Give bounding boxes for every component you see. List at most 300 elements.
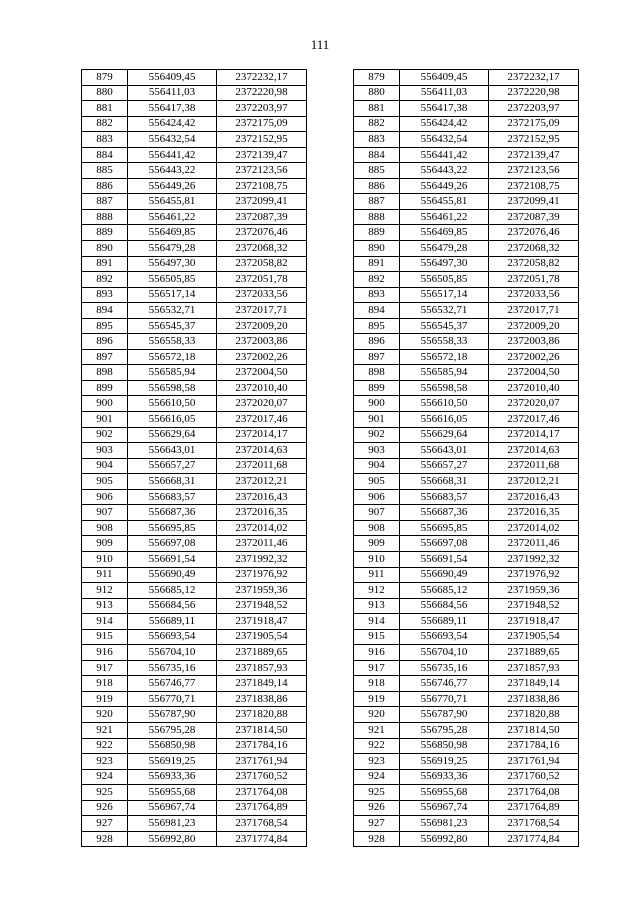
left-x-coordinate-cell: 556689,11: [128, 614, 217, 630]
left-y-coordinate-cell: 2371889,65: [217, 645, 307, 661]
left-y-coordinate-cell: 2371838,86: [217, 691, 307, 707]
right-point-number-cell: 903: [354, 443, 400, 459]
left-x-coordinate-cell: 556967,74: [128, 800, 217, 816]
left-y-coordinate-cell: 2371992,32: [217, 551, 307, 567]
left-x-coordinate-cell: 556532,71: [128, 303, 217, 319]
right-x-coordinate-cell: 556432,54: [400, 132, 489, 148]
right-y-coordinate-cell: 2371774,84: [489, 831, 579, 847]
right-x-coordinate-cell: 556683,57: [400, 489, 489, 505]
left-point-number-cell: 903: [82, 443, 128, 459]
right-x-coordinate-cell: 556585,94: [400, 365, 489, 381]
table-row: [82, 800, 579, 816]
column-gap: [307, 816, 354, 832]
right-y-coordinate-cell: 2372011,68: [489, 458, 579, 474]
left-y-coordinate-cell: 2372016,35: [217, 505, 307, 521]
right-point-number-cell: 896: [354, 334, 400, 350]
left-y-coordinate-cell: 2372068,32: [217, 241, 307, 257]
left-point-number-cell: 884: [82, 147, 128, 163]
table-row: [82, 551, 579, 567]
left-x-coordinate-cell: 556409,45: [128, 70, 217, 86]
left-point-number-cell: 886: [82, 178, 128, 194]
left-point-number-cell: 888: [82, 209, 128, 225]
table-row: [82, 629, 579, 645]
left-point-number-cell: 889: [82, 225, 128, 241]
right-point-number-cell: 904: [354, 458, 400, 474]
column-gap: [307, 551, 354, 567]
right-point-number-cell: 894: [354, 303, 400, 319]
table-row: [82, 209, 579, 225]
left-point-number-cell: 881: [82, 101, 128, 117]
right-x-coordinate-cell: 556668,31: [400, 474, 489, 490]
left-y-coordinate-cell: 2372017,46: [217, 412, 307, 428]
left-y-coordinate-cell: 2371761,94: [217, 754, 307, 770]
column-gap: [307, 209, 354, 225]
column-gap: [307, 443, 354, 459]
table-row: [82, 614, 579, 630]
left-x-coordinate-cell: 556992,80: [128, 831, 217, 847]
left-point-number-cell: 891: [82, 256, 128, 272]
table-row: [82, 785, 579, 801]
right-x-coordinate-cell: 556441,42: [400, 147, 489, 163]
right-x-coordinate-cell: 556746,77: [400, 676, 489, 692]
left-y-coordinate-cell: 2372011,68: [217, 458, 307, 474]
right-y-coordinate-cell: 2371784,16: [489, 738, 579, 754]
left-point-number-cell: 916: [82, 645, 128, 661]
column-gap: [307, 225, 354, 241]
column-gap: [307, 132, 354, 148]
right-y-coordinate-cell: 2371992,32: [489, 551, 579, 567]
left-point-number-cell: 905: [82, 474, 128, 490]
right-y-coordinate-cell: 2372002,26: [489, 349, 579, 365]
right-point-number-cell: 921: [354, 722, 400, 738]
right-x-coordinate-cell: 556461,22: [400, 209, 489, 225]
column-gap: [307, 241, 354, 257]
left-point-number-cell: 890: [82, 241, 128, 257]
right-x-coordinate-cell: 556687,36: [400, 505, 489, 521]
right-x-coordinate-cell: 556417,38: [400, 101, 489, 117]
column-gap: [307, 754, 354, 770]
right-y-coordinate-cell: 2372010,40: [489, 380, 579, 396]
right-point-number-cell: 900: [354, 396, 400, 412]
column-gap: [307, 707, 354, 723]
table-row: [82, 458, 579, 474]
left-point-number-cell: 915: [82, 629, 128, 645]
left-y-coordinate-cell: 2372175,09: [217, 116, 307, 132]
right-x-coordinate-cell: 556770,71: [400, 691, 489, 707]
left-x-coordinate-cell: 556695,85: [128, 520, 217, 536]
right-x-coordinate-cell: 556992,80: [400, 831, 489, 847]
column-gap: [307, 101, 354, 117]
left-point-number-cell: 917: [82, 660, 128, 676]
left-y-coordinate-cell: 2372139,47: [217, 147, 307, 163]
right-y-coordinate-cell: 2372087,39: [489, 209, 579, 225]
right-point-number-cell: 918: [354, 676, 400, 692]
right-y-coordinate-cell: 2372004,50: [489, 365, 579, 381]
left-x-coordinate-cell: 556443,22: [128, 163, 217, 179]
left-point-number-cell: 912: [82, 583, 128, 599]
left-y-coordinate-cell: 2371959,36: [217, 583, 307, 599]
right-x-coordinate-cell: 556657,27: [400, 458, 489, 474]
table-row: [82, 380, 579, 396]
right-point-number-cell: 920: [354, 707, 400, 723]
left-x-coordinate-cell: 556517,14: [128, 287, 217, 303]
right-y-coordinate-cell: 2372152,95: [489, 132, 579, 148]
table-row: [82, 101, 579, 117]
left-point-number-cell: 922: [82, 738, 128, 754]
column-gap: [307, 303, 354, 319]
left-x-coordinate-cell: 556497,30: [128, 256, 217, 272]
column-gap: [307, 785, 354, 801]
table-row: [82, 707, 579, 723]
right-point-number-cell: 906: [354, 489, 400, 505]
left-point-number-cell: 897: [82, 349, 128, 365]
right-x-coordinate-cell: 556735,16: [400, 660, 489, 676]
left-y-coordinate-cell: 2372004,50: [217, 365, 307, 381]
right-point-number-cell: 911: [354, 567, 400, 583]
left-x-coordinate-cell: 556657,27: [128, 458, 217, 474]
table-row: [82, 303, 579, 319]
right-point-number-cell: 886: [354, 178, 400, 194]
right-y-coordinate-cell: 2372009,20: [489, 318, 579, 334]
right-x-coordinate-cell: 556695,85: [400, 520, 489, 536]
left-point-number-cell: 923: [82, 754, 128, 770]
right-point-number-cell: 923: [354, 754, 400, 770]
table-row: [82, 443, 579, 459]
right-y-coordinate-cell: 2371918,47: [489, 614, 579, 630]
right-x-coordinate-cell: 556532,71: [400, 303, 489, 319]
table-row: [82, 583, 579, 599]
table-row: [82, 318, 579, 334]
right-y-coordinate-cell: 2372003,86: [489, 334, 579, 350]
table-row: [82, 349, 579, 365]
left-y-coordinate-cell: 2372087,39: [217, 209, 307, 225]
right-point-number-cell: 884: [354, 147, 400, 163]
left-point-number-cell: 914: [82, 614, 128, 630]
right-point-number-cell: 917: [354, 660, 400, 676]
column-gap: [307, 645, 354, 661]
left-point-number-cell: 899: [82, 380, 128, 396]
column-gap: [307, 800, 354, 816]
right-y-coordinate-cell: 2372014,17: [489, 427, 579, 443]
right-point-number-cell: 892: [354, 272, 400, 288]
column-gap: [307, 178, 354, 194]
right-x-coordinate-cell: 556469,85: [400, 225, 489, 241]
right-x-coordinate-cell: 556697,08: [400, 536, 489, 552]
right-y-coordinate-cell: 2371889,65: [489, 645, 579, 661]
left-y-coordinate-cell: 2372108,75: [217, 178, 307, 194]
page-number: 111: [310, 37, 330, 52]
left-x-coordinate-cell: 556469,85: [128, 225, 217, 241]
table-row: [82, 256, 579, 272]
coordinates-table-body: [82, 70, 579, 847]
table-row: [82, 132, 579, 148]
table-row: [82, 70, 579, 86]
left-y-coordinate-cell: 2372003,86: [217, 334, 307, 350]
column-gap: [307, 272, 354, 288]
left-point-number-cell: 924: [82, 769, 128, 785]
left-x-coordinate-cell: 556693,54: [128, 629, 217, 645]
column-gap: [307, 318, 354, 334]
column-gap: [307, 505, 354, 521]
table-row: [82, 598, 579, 614]
column-gap: [307, 722, 354, 738]
right-y-coordinate-cell: 2371764,89: [489, 800, 579, 816]
right-point-number-cell: 899: [354, 380, 400, 396]
right-y-coordinate-cell: 2371764,08: [489, 785, 579, 801]
left-x-coordinate-cell: 556479,28: [128, 241, 217, 257]
left-x-coordinate-cell: 556770,71: [128, 691, 217, 707]
column-gap: [307, 489, 354, 505]
right-x-coordinate-cell: 556690,49: [400, 567, 489, 583]
right-y-coordinate-cell: 2371760,52: [489, 769, 579, 785]
table-row: [82, 396, 579, 412]
left-x-coordinate-cell: 556691,54: [128, 551, 217, 567]
right-x-coordinate-cell: 556704,10: [400, 645, 489, 661]
left-x-coordinate-cell: 556933,36: [128, 769, 217, 785]
left-point-number-cell: 879: [82, 70, 128, 86]
left-x-coordinate-cell: 556455,81: [128, 194, 217, 210]
left-x-coordinate-cell: 556643,01: [128, 443, 217, 459]
right-y-coordinate-cell: 2371761,94: [489, 754, 579, 770]
right-x-coordinate-cell: 556409,45: [400, 70, 489, 86]
left-y-coordinate-cell: 2371764,89: [217, 800, 307, 816]
table-row: [82, 676, 579, 692]
column-gap: [307, 396, 354, 412]
column-gap: [307, 691, 354, 707]
left-x-coordinate-cell: 556704,10: [128, 645, 217, 661]
left-point-number-cell: 885: [82, 163, 128, 179]
column-gap: [307, 567, 354, 583]
right-point-number-cell: 893: [354, 287, 400, 303]
right-y-coordinate-cell: 2371820,88: [489, 707, 579, 723]
right-point-number-cell: 925: [354, 785, 400, 801]
right-point-number-cell: 905: [354, 474, 400, 490]
right-x-coordinate-cell: 556610,50: [400, 396, 489, 412]
left-x-coordinate-cell: 556690,49: [128, 567, 217, 583]
right-point-number-cell: 907: [354, 505, 400, 521]
right-y-coordinate-cell: 2372017,46: [489, 412, 579, 428]
left-y-coordinate-cell: 2371948,52: [217, 598, 307, 614]
left-y-coordinate-cell: 2371760,52: [217, 769, 307, 785]
left-point-number-cell: 901: [82, 412, 128, 428]
table-row: [82, 241, 579, 257]
left-point-number-cell: 893: [82, 287, 128, 303]
left-x-coordinate-cell: 556598,58: [128, 380, 217, 396]
right-x-coordinate-cell: 556684,56: [400, 598, 489, 614]
right-y-coordinate-cell: 2372232,17: [489, 70, 579, 86]
column-gap: [307, 147, 354, 163]
right-x-coordinate-cell: 556545,37: [400, 318, 489, 334]
column-gap: [307, 70, 354, 86]
left-x-coordinate-cell: 556787,90: [128, 707, 217, 723]
left-x-coordinate-cell: 556545,37: [128, 318, 217, 334]
table-row: [82, 116, 579, 132]
left-x-coordinate-cell: 556449,26: [128, 178, 217, 194]
left-point-number-cell: 898: [82, 365, 128, 381]
right-x-coordinate-cell: 556424,42: [400, 116, 489, 132]
table-row: [82, 412, 579, 428]
column-gap: [307, 412, 354, 428]
left-x-coordinate-cell: 556981,23: [128, 816, 217, 832]
right-x-coordinate-cell: 556455,81: [400, 194, 489, 210]
right-x-coordinate-cell: 556616,05: [400, 412, 489, 428]
left-x-coordinate-cell: 556955,68: [128, 785, 217, 801]
column-gap: [307, 738, 354, 754]
right-y-coordinate-cell: 2371768,54: [489, 816, 579, 832]
left-y-coordinate-cell: 2372002,26: [217, 349, 307, 365]
left-x-coordinate-cell: 556795,28: [128, 722, 217, 738]
left-point-number-cell: 921: [82, 722, 128, 738]
right-point-number-cell: 910: [354, 551, 400, 567]
right-x-coordinate-cell: 556933,36: [400, 769, 489, 785]
right-y-coordinate-cell: 2372011,46: [489, 536, 579, 552]
left-point-number-cell: 883: [82, 132, 128, 148]
left-point-number-cell: 902: [82, 427, 128, 443]
table-row: [82, 287, 579, 303]
left-point-number-cell: 911: [82, 567, 128, 583]
right-point-number-cell: 890: [354, 241, 400, 257]
left-x-coordinate-cell: 556417,38: [128, 101, 217, 117]
right-x-coordinate-cell: 556598,58: [400, 380, 489, 396]
right-y-coordinate-cell: 2372108,75: [489, 178, 579, 194]
right-point-number-cell: 879: [354, 70, 400, 86]
right-x-coordinate-cell: 556449,26: [400, 178, 489, 194]
table-row: [82, 691, 579, 707]
right-y-coordinate-cell: 2372203,97: [489, 101, 579, 117]
right-point-number-cell: 919: [354, 691, 400, 707]
left-y-coordinate-cell: 2371768,54: [217, 816, 307, 832]
left-x-coordinate-cell: 556610,50: [128, 396, 217, 412]
right-point-number-cell: 885: [354, 163, 400, 179]
right-point-number-cell: 895: [354, 318, 400, 334]
left-y-coordinate-cell: 2372099,41: [217, 194, 307, 210]
left-point-number-cell: 927: [82, 816, 128, 832]
left-x-coordinate-cell: 556461,22: [128, 209, 217, 225]
table-row: [82, 754, 579, 770]
left-point-number-cell: 909: [82, 536, 128, 552]
right-x-coordinate-cell: 556981,23: [400, 816, 489, 832]
left-y-coordinate-cell: 2372016,43: [217, 489, 307, 505]
right-x-coordinate-cell: 556629,64: [400, 427, 489, 443]
left-x-coordinate-cell: 556424,42: [128, 116, 217, 132]
left-point-number-cell: 904: [82, 458, 128, 474]
left-y-coordinate-cell: 2371849,14: [217, 676, 307, 692]
table-row: [82, 365, 579, 381]
right-y-coordinate-cell: 2372076,46: [489, 225, 579, 241]
column-gap: [307, 614, 354, 630]
column-gap: [307, 629, 354, 645]
table-row: [82, 163, 579, 179]
left-x-coordinate-cell: 556683,57: [128, 489, 217, 505]
left-y-coordinate-cell: 2371976,92: [217, 567, 307, 583]
left-point-number-cell: 926: [82, 800, 128, 816]
right-point-number-cell: 901: [354, 412, 400, 428]
table-row: [82, 536, 579, 552]
table-row: [82, 660, 579, 676]
table-row: [82, 831, 579, 847]
right-y-coordinate-cell: 2372175,09: [489, 116, 579, 132]
left-x-coordinate-cell: 556668,31: [128, 474, 217, 490]
table-row: [82, 816, 579, 832]
table-row: [82, 178, 579, 194]
left-x-coordinate-cell: 556585,94: [128, 365, 217, 381]
left-x-coordinate-cell: 556558,33: [128, 334, 217, 350]
table-row: [82, 505, 579, 521]
right-y-coordinate-cell: 2372051,78: [489, 272, 579, 288]
left-point-number-cell: 919: [82, 691, 128, 707]
column-gap: [307, 85, 354, 101]
right-point-number-cell: 891: [354, 256, 400, 272]
left-point-number-cell: 920: [82, 707, 128, 723]
right-y-coordinate-cell: 2372012,21: [489, 474, 579, 490]
left-y-coordinate-cell: 2372123,56: [217, 163, 307, 179]
right-x-coordinate-cell: 556919,25: [400, 754, 489, 770]
left-x-coordinate-cell: 556735,16: [128, 660, 217, 676]
left-x-coordinate-cell: 556687,36: [128, 505, 217, 521]
right-y-coordinate-cell: 2372099,41: [489, 194, 579, 210]
right-point-number-cell: 915: [354, 629, 400, 645]
right-x-coordinate-cell: 556517,14: [400, 287, 489, 303]
right-point-number-cell: 897: [354, 349, 400, 365]
left-y-coordinate-cell: 2372020,07: [217, 396, 307, 412]
left-x-coordinate-cell: 556919,25: [128, 754, 217, 770]
left-x-coordinate-cell: 556411,03: [128, 85, 217, 101]
right-point-number-cell: 924: [354, 769, 400, 785]
left-x-coordinate-cell: 556697,08: [128, 536, 217, 552]
right-x-coordinate-cell: 556967,74: [400, 800, 489, 816]
right-x-coordinate-cell: 556643,01: [400, 443, 489, 459]
right-y-coordinate-cell: 2371959,36: [489, 583, 579, 599]
table-row: [82, 645, 579, 661]
right-point-number-cell: 888: [354, 209, 400, 225]
left-point-number-cell: 907: [82, 505, 128, 521]
table-row: [82, 85, 579, 101]
table-row: [82, 225, 579, 241]
right-y-coordinate-cell: 2371838,86: [489, 691, 579, 707]
left-y-coordinate-cell: 2372017,71: [217, 303, 307, 319]
coordinates-table: [81, 69, 579, 847]
table-row: [82, 334, 579, 350]
right-x-coordinate-cell: 556691,54: [400, 551, 489, 567]
column-gap: [307, 380, 354, 396]
right-y-coordinate-cell: 2372068,32: [489, 241, 579, 257]
left-point-number-cell: 918: [82, 676, 128, 692]
left-point-number-cell: 882: [82, 116, 128, 132]
left-point-number-cell: 880: [82, 85, 128, 101]
left-y-coordinate-cell: 2371774,84: [217, 831, 307, 847]
left-y-coordinate-cell: 2372014,17: [217, 427, 307, 443]
table-row: [82, 489, 579, 505]
right-point-number-cell: 916: [354, 645, 400, 661]
right-point-number-cell: 909: [354, 536, 400, 552]
right-y-coordinate-cell: 2372123,56: [489, 163, 579, 179]
left-x-coordinate-cell: 556441,42: [128, 147, 217, 163]
table-row: [82, 567, 579, 583]
right-x-coordinate-cell: 556689,11: [400, 614, 489, 630]
column-gap: [307, 536, 354, 552]
left-point-number-cell: 894: [82, 303, 128, 319]
table-row: [82, 722, 579, 738]
right-x-coordinate-cell: 556955,68: [400, 785, 489, 801]
right-point-number-cell: 912: [354, 583, 400, 599]
right-x-coordinate-cell: 556443,22: [400, 163, 489, 179]
left-point-number-cell: 925: [82, 785, 128, 801]
right-y-coordinate-cell: 2371857,93: [489, 660, 579, 676]
left-y-coordinate-cell: 2371764,08: [217, 785, 307, 801]
left-x-coordinate-cell: 556746,77: [128, 676, 217, 692]
column-gap: [307, 365, 354, 381]
left-x-coordinate-cell: 556432,54: [128, 132, 217, 148]
